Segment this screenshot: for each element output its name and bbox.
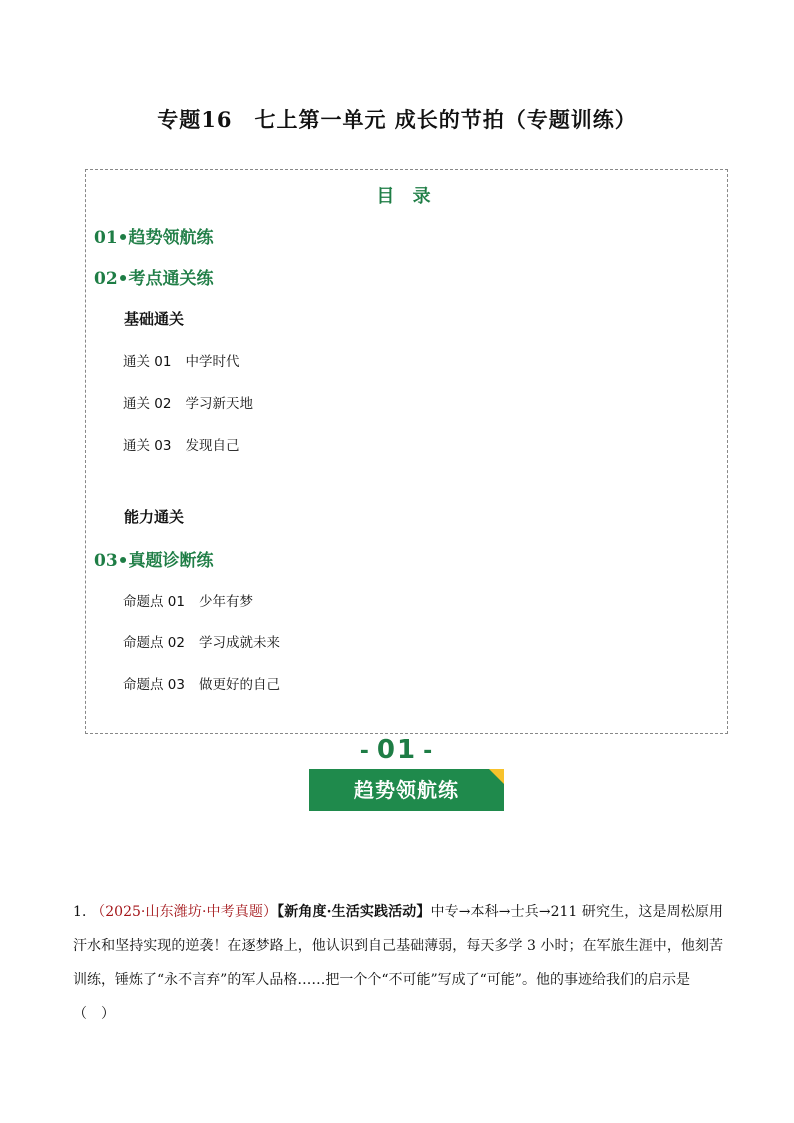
section-banner-label: 趋势领航练 [354,778,459,802]
toc-item-code: 通关 01 [123,354,172,370]
corner-triangle-icon [489,769,504,784]
question-body: 中专→本科→士兵→211 研究生，这是周松原用汗水和坚持实现的逆袭！在逐梦路上，他认识到自己基础薄弱，每天多学 3 小时；在军旅生涯中，他刻苦训练，锤炼了“永不言弃”的军人品格……把一个个“不可能”写成了“可能”。他的事迹给我们的启示是 [73,904,723,988]
document-title: 专题16 七上第一单元 成长的节拍（专题训练） [157,107,637,132]
toc-section-exam[interactable]: 03•真题诊断练 [94,551,214,571]
toc-item[interactable] [123,673,280,693]
toc-item[interactable] [123,350,239,370]
dash-right-icon: - [423,739,435,764]
question-source: （2025·山东潍坊·中考真题） [98,904,278,920]
toc-item-text: 做更好的自己 [198,677,280,693]
toc-item-code: 命题点 03 [123,677,185,693]
toc-item-text: 少年有梦 [198,594,253,610]
question-number: 1． [73,904,97,920]
toc-item-code: 通关 02 [123,396,172,412]
dash-left-icon: - [359,739,371,764]
question-1 [73,895,723,1031]
toc-item[interactable] [123,590,253,610]
table-of-contents [85,169,728,734]
toc-item-text: 中学时代 [185,354,240,370]
toc-item-code: 命题点 01 [123,594,185,610]
toc-item-text: 学习新天地 [185,396,253,412]
toc-item-text: 学习成就未来 [198,635,280,651]
toc-item-code: 命题点 02 [123,635,185,651]
section-number-badge [0,735,794,765]
toc-heading: 目 录 [376,186,437,207]
section-number: 01 [376,735,418,765]
toc-item-code: 通关 03 [123,438,172,454]
toc-item[interactable] [123,392,253,412]
question-tag: 【新角度·生活实践活动】 [277,904,431,920]
toc-item[interactable] [123,434,239,454]
section-banner [309,769,504,811]
toc-item[interactable] [123,631,280,651]
toc-subsection-ability[interactable]: 能力通关 [124,508,185,526]
toc-subsection-basic[interactable]: 基础通关 [124,310,185,328]
toc-section-checkpoints[interactable]: 02•考点通关练 [94,269,214,289]
toc-section-trend[interactable]: 01•趋势领航练 [94,228,214,248]
toc-item-text: 发现自己 [185,438,240,454]
answer-blank[interactable]: （ ） [73,1006,115,1022]
